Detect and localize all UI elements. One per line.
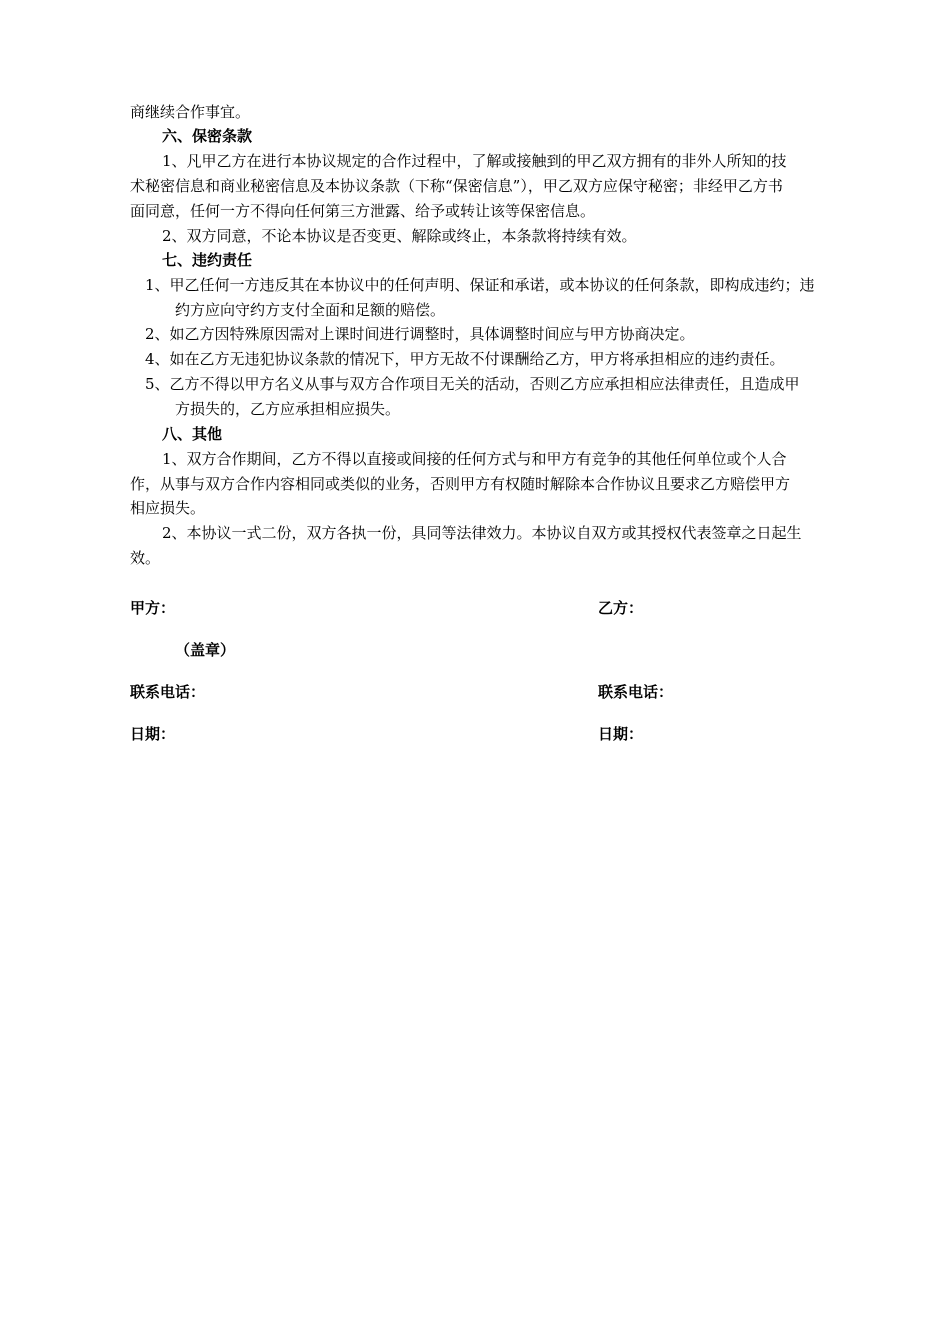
- section6-p2: 2、双方同意，不论本协议是否变更、解除或终止，本条款将持续有效。: [162, 227, 637, 245]
- section6-p1-line3: 面同意，任何一方不得向任何第三方泄露、给予或转让该等保密信息。: [130, 202, 596, 220]
- party-a-label: 甲方：: [130, 599, 176, 617]
- section7-item5-line1: 5、乙方不得以甲方名义从事与双方合作项目无关的活动，否则乙方应承担相应法律责任，且造成甲: [145, 375, 800, 393]
- section6-p1-line1: 1、凡甲乙方在进行本协议规定的合作过程中，了解或接触到的甲乙双方拥有的非外人所知的技: [162, 152, 787, 170]
- section8-heading: 八、其他: [162, 425, 223, 443]
- party-b-phone-label: 联系电话：: [598, 683, 674, 701]
- section7-item2: 2、如乙方因特殊原因需对上课时间进行调整时，具体调整时间应与甲方协商决定。: [145, 325, 695, 343]
- section8-p1-line2: 作，从事与双方合作内容相同或类似的业务，否则甲方有权随时解除本合作协议且要求乙方赔偿甲方: [130, 475, 791, 493]
- party-b-date-label: 日期：: [598, 725, 644, 743]
- section7-item1-line1: 1、甲乙任何一方违反其在本协议中的任何声明、保证和承诺，或本协议的任何条款，即构成违约；违: [145, 276, 815, 294]
- party-a-phone-label: 联系电话：: [130, 683, 206, 701]
- section7-item5-line2: 方损失的，乙方应承担相应损失。: [175, 400, 401, 418]
- party-a-date-label: 日期：: [130, 725, 176, 743]
- section7-item1-line2: 约方应向守约方支付全面和足额的赔偿。: [175, 301, 446, 319]
- section8-p1-line3: 相应损失。: [130, 499, 206, 517]
- section6-heading: 六、保密条款: [162, 127, 253, 145]
- seal-label: （盖章）: [175, 641, 236, 659]
- section8-p2-line1: 2、本协议一式二份，双方各执一份，具同等法律效力。本协议自双方或其授权代表签章之日起生: [162, 524, 802, 542]
- section7-heading: 七、违约责任: [162, 251, 253, 269]
- section8-p1-line1: 1、双方合作期间，乙方不得以直接或间接的任何方式与和甲方有竞争的其他任何单位或个人合: [162, 450, 787, 468]
- section7-item4: 4、如在乙方无违犯协议条款的情况下，甲方无故不付课酬给乙方，甲方将承担相应的违约责任。: [145, 350, 785, 368]
- continuation-text: 商继续合作事宜。: [130, 103, 251, 121]
- section6-p1-line2: 术秘密信息和商业秘密信息及本协议条款（下称“保密信息”），甲乙双方应保守秘密；非经甲乙方书: [130, 177, 783, 195]
- party-b-label: 乙方：: [598, 599, 644, 617]
- section8-p2-line2: 效。: [130, 549, 161, 567]
